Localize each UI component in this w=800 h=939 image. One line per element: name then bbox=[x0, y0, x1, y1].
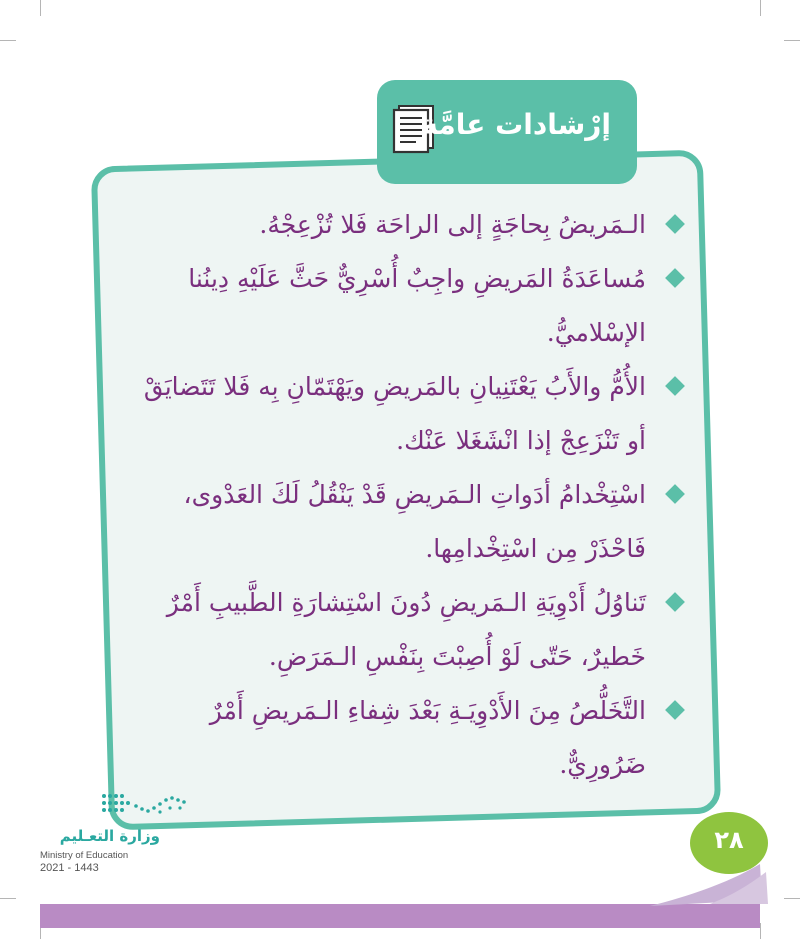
list-item bbox=[130, 360, 690, 468]
list-item-text: مُساعَدَةُ المَريضِ واجِبٌ أُسْرِيٌّ حَثَّ عَلَيْهِ دِينُنا الإسْلاميُّ. bbox=[188, 264, 646, 347]
list-item-text: تَناوُلُ أَدْوِيَةِ الـمَريضِ دُونَ اسْتِشارَةِ الطَّبيبِ أَمْرٌ خَطيرٌ، حَتّى لَوْ أُصِبْتَ بِنَفْسِ الـمَرَضِ. bbox=[166, 588, 646, 671]
list-item bbox=[130, 576, 690, 684]
page-number: ٢٨ bbox=[714, 826, 744, 854]
crop-mark bbox=[784, 40, 800, 41]
list-item bbox=[130, 252, 690, 360]
page-number-badge bbox=[690, 812, 768, 874]
guidelines-list bbox=[130, 198, 690, 792]
crop-mark bbox=[0, 898, 16, 899]
list-item-text: الأُمُّ والأَبُ يَعْتَنِيانِ بالمَريضِ ويَهْتَمّانِ بِه فَلا تَتَضايَقْ أو تَنْزَعِجْ إذا انْشَغَلا عَنْك. bbox=[143, 372, 646, 455]
diamond-bullet-icon bbox=[665, 268, 685, 288]
diamond-bullet-icon bbox=[665, 214, 685, 234]
diamond-bullet-icon bbox=[665, 376, 685, 396]
ministry-logo-icon bbox=[90, 790, 190, 822]
list-item bbox=[130, 468, 690, 576]
crop-mark bbox=[760, 0, 761, 16]
crop-mark bbox=[784, 898, 800, 899]
diamond-bullet-icon bbox=[665, 592, 685, 612]
edition-year: 2021 - 1443 bbox=[40, 862, 99, 874]
list-item-text: الـمَريضُ بِحاجَةٍ إلى الراحَة فَلا تُزْعِجْهُ. bbox=[259, 210, 646, 239]
section-title: إرْشادات عامَّة bbox=[421, 108, 611, 141]
list-item-text: اسْتِخْدامُ أدَواتِ الـمَريضِ قَدْ يَنْقُلُ لَكَ العَدْوى، فَاحْذَرْ مِن اسْتِخْدامِها. bbox=[183, 480, 646, 563]
ministry-name-ar: وزارة التعـليم bbox=[59, 827, 160, 845]
crop-mark bbox=[40, 0, 41, 16]
list-item bbox=[130, 198, 690, 252]
ministry-name-en: Ministry of Education bbox=[40, 850, 129, 861]
list-item bbox=[130, 684, 690, 792]
list-item-text: التَّخَلُّصُ مِنَ الأَدْوِيَـةِ بَعْدَ شِفاءِ الـمَريضِ أَمْرٌ ضَرُورِيٌّ. bbox=[209, 696, 646, 779]
diamond-bullet-icon bbox=[665, 484, 685, 504]
crop-mark bbox=[0, 40, 16, 41]
diamond-bullet-icon bbox=[665, 700, 685, 720]
title-tab bbox=[377, 80, 637, 184]
